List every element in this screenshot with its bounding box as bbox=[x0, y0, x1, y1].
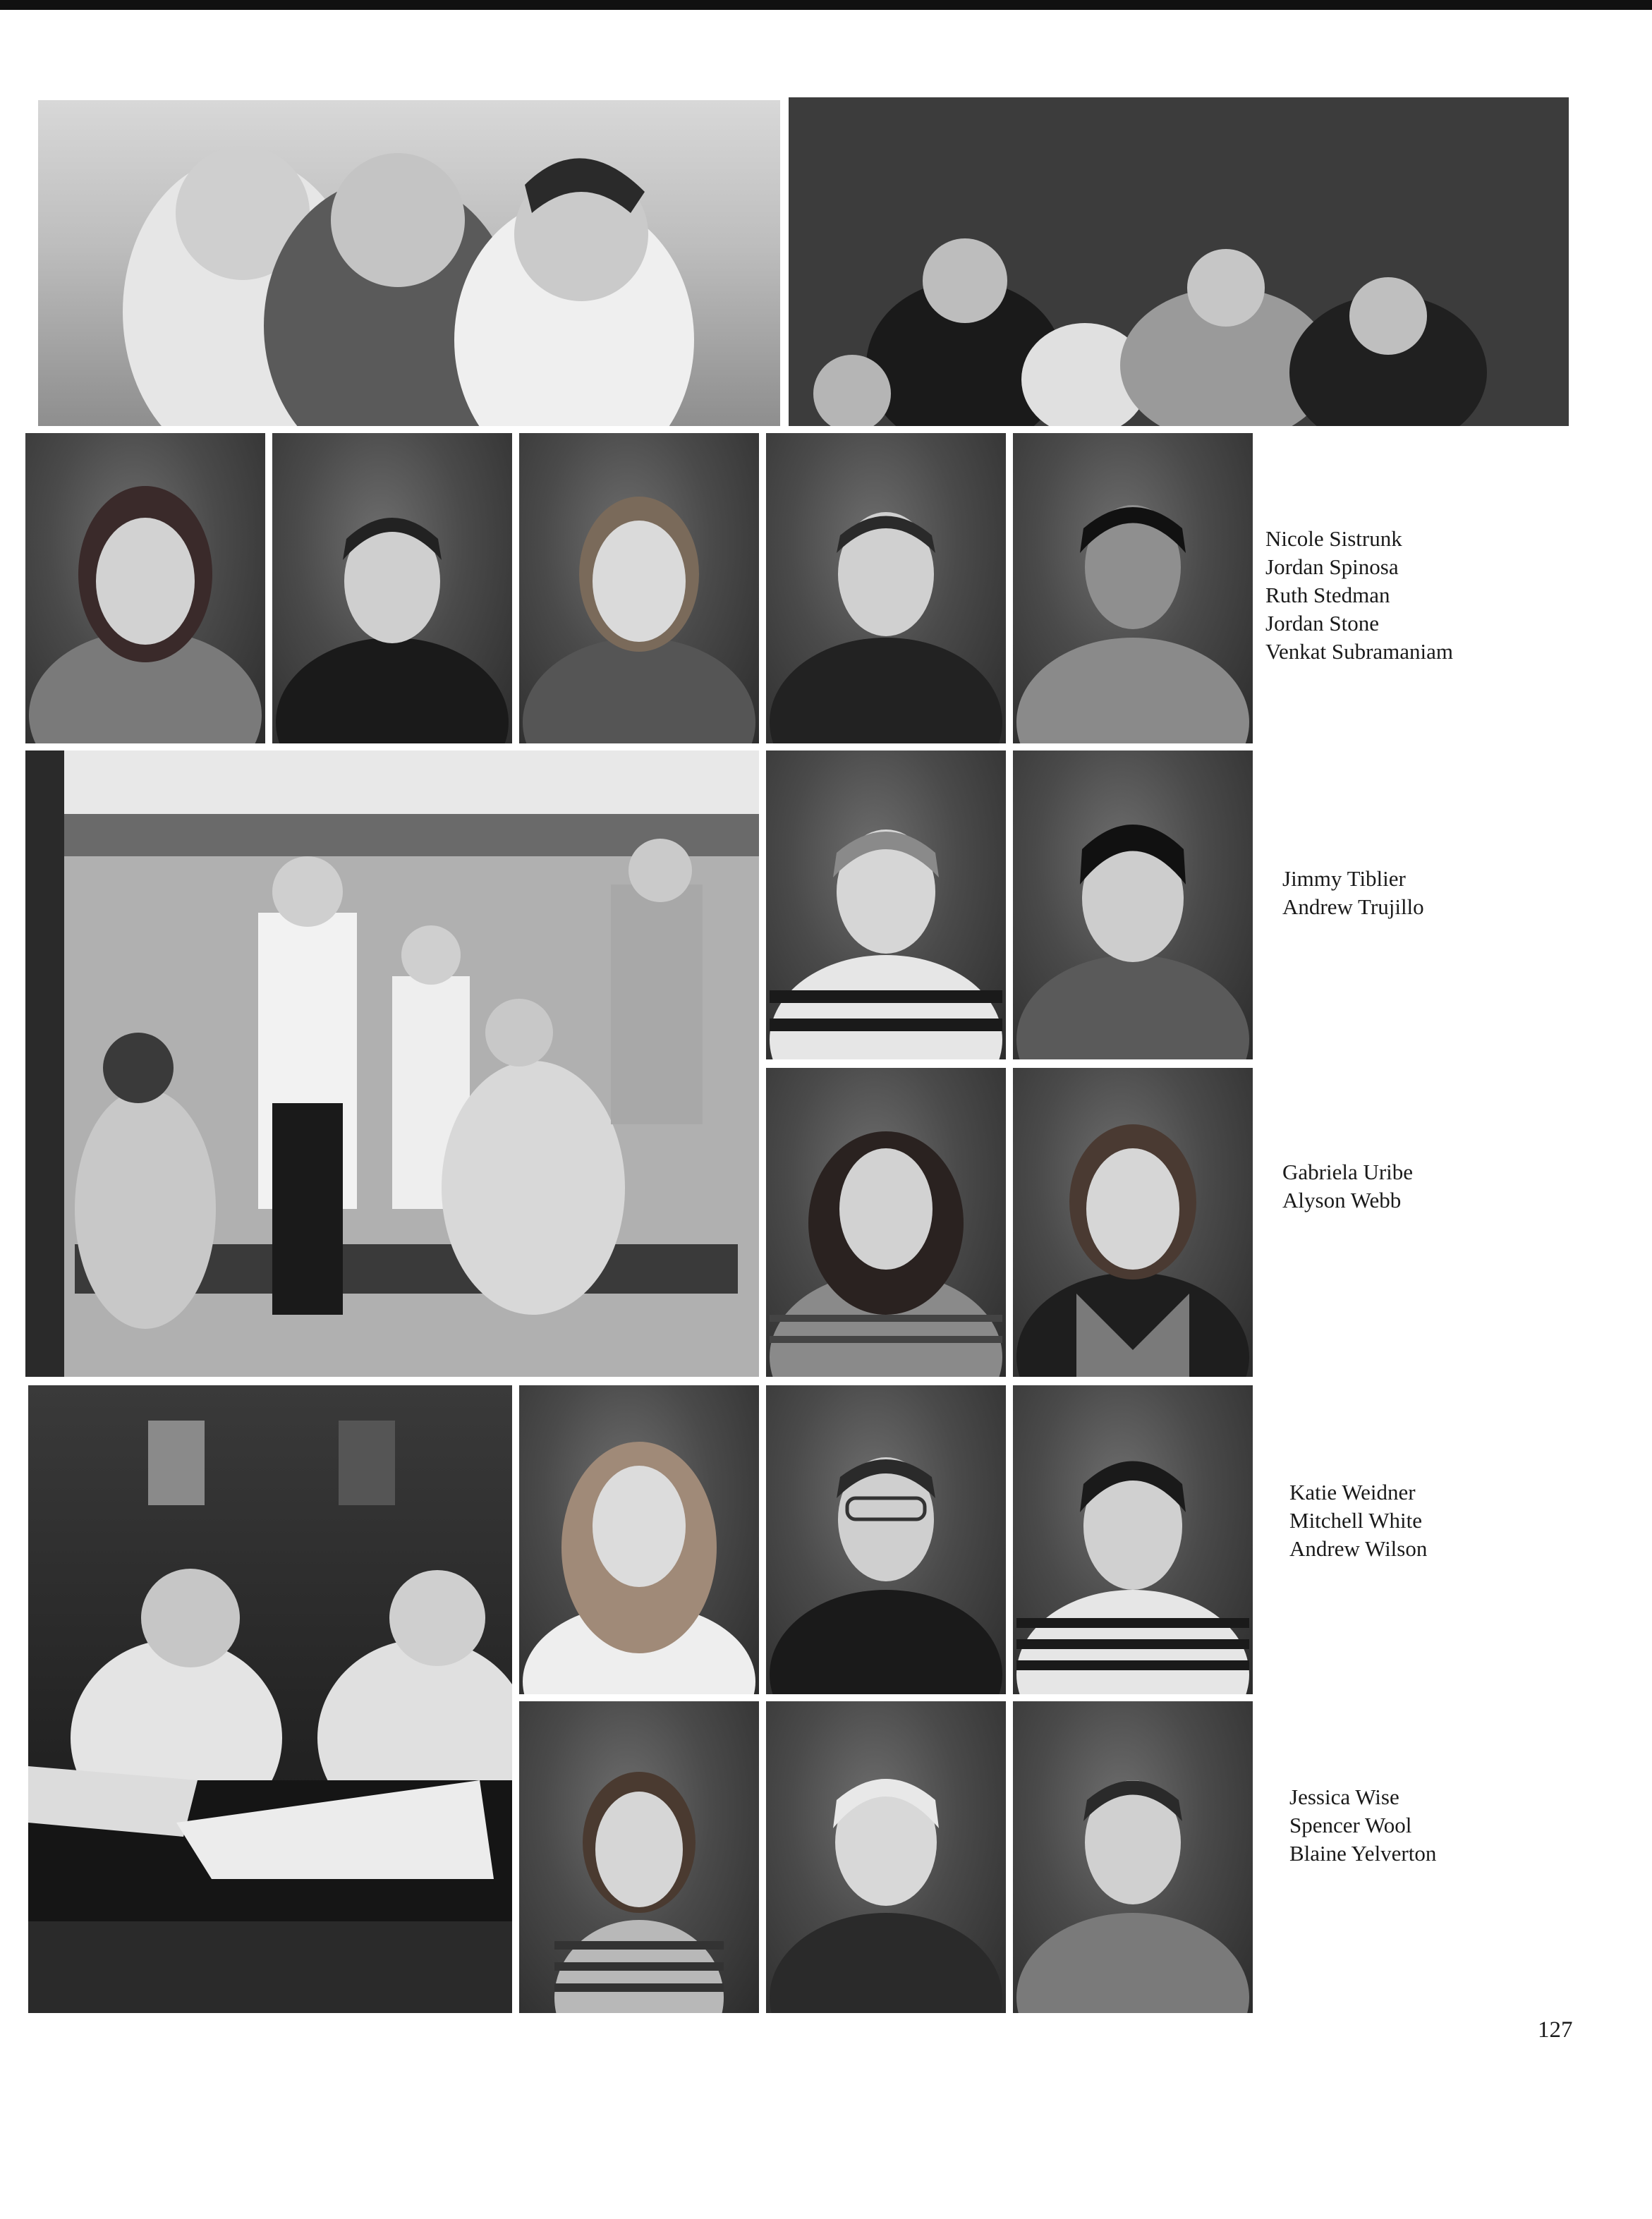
name-list-group-3 bbox=[1282, 1158, 1413, 1215]
portrait-venkat-subramaniam bbox=[1013, 433, 1253, 743]
portrait-spencer-wool bbox=[766, 1701, 1006, 2013]
name-list-group-2 bbox=[1282, 865, 1424, 921]
portrait-andrew-wilson bbox=[1013, 1385, 1253, 1694]
name-label: Alyson Webb bbox=[1282, 1188, 1402, 1212]
name-label: Gabriela Uribe bbox=[1282, 1160, 1414, 1184]
name-label: Andrew Wilson bbox=[1289, 1536, 1428, 1561]
name-list-group-4 bbox=[1289, 1478, 1427, 1563]
name-label: Spencer Wool bbox=[1289, 1813, 1412, 1837]
portrait-ruth-stedman bbox=[519, 433, 759, 743]
name-label: Blaine Yelverton bbox=[1289, 1841, 1437, 1866]
portrait-blaine-yelverton bbox=[1013, 1701, 1253, 2013]
name-label: Jordan Spinosa bbox=[1265, 554, 1399, 579]
name-label: Jimmy Tiblier bbox=[1282, 866, 1406, 891]
portrait-andrew-trujillo bbox=[1013, 750, 1253, 1059]
portrait-jessica-wise bbox=[519, 1701, 759, 2013]
portrait-nicole-sistrunk bbox=[25, 433, 265, 743]
name-list-group-1 bbox=[1265, 525, 1453, 666]
name-list-group-5 bbox=[1289, 1783, 1436, 1868]
portrait-jimmy-tiblier bbox=[766, 750, 1006, 1059]
name-label: Jessica Wise bbox=[1289, 1785, 1399, 1809]
candid-photo-park-bench bbox=[25, 750, 759, 1377]
portrait-jordan-stone bbox=[766, 433, 1006, 743]
scan-top-border bbox=[0, 0, 1652, 10]
name-label: Nicole Sistrunk bbox=[1265, 526, 1402, 551]
name-label: Jordan Stone bbox=[1265, 611, 1380, 636]
name-label: Mitchell White bbox=[1289, 1508, 1422, 1533]
page-number: 127 bbox=[1538, 2017, 1573, 2043]
candid-photo-boys-at-table bbox=[28, 1385, 512, 2013]
portrait-jordan-spinosa bbox=[272, 433, 512, 743]
portrait-gabriela-uribe bbox=[766, 1068, 1006, 1377]
name-label: Ruth Stedman bbox=[1265, 583, 1390, 607]
name-label: Andrew Trujillo bbox=[1282, 894, 1424, 919]
name-label: Katie Weidner bbox=[1289, 1480, 1416, 1504]
candid-photo-three-girls bbox=[38, 100, 780, 426]
portrait-mitchell-white bbox=[766, 1385, 1006, 1694]
portrait-katie-weidner bbox=[519, 1385, 759, 1694]
candid-photo-group-with-puppies bbox=[789, 97, 1569, 426]
name-label: Venkat Subramaniam bbox=[1265, 639, 1454, 664]
portrait-alyson-webb bbox=[1013, 1068, 1253, 1377]
